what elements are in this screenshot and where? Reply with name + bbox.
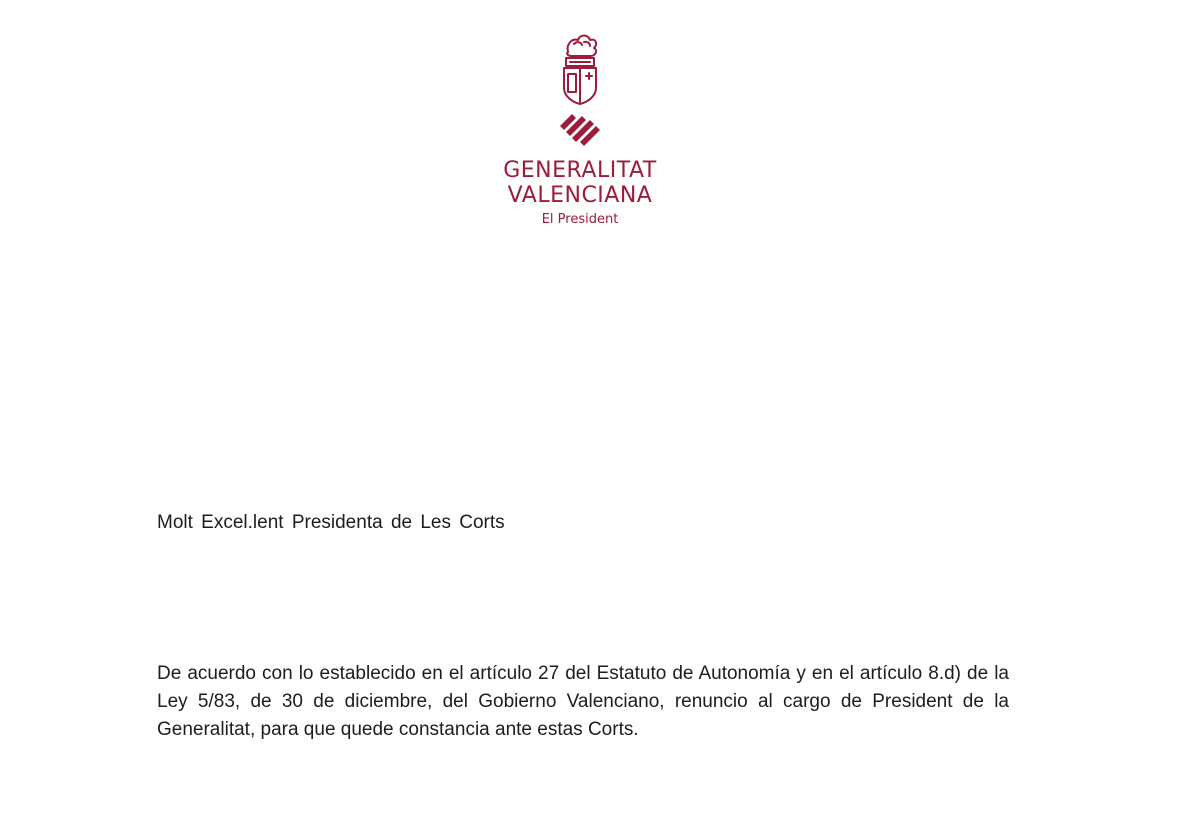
org-name-line-1: GENERALITAT: [503, 158, 657, 183]
org-subtitle: El President: [541, 212, 619, 227]
generalitat-coat-of-arms-icon: [550, 30, 610, 150]
org-name-line-2: VALENCIANA: [507, 183, 653, 208]
letterhead: [480, 30, 680, 230]
letter-body: De acuerdo con lo establecido en el artículo 27 del Estatuto de Autonomía y en el artículo 8.d) de la Ley 5/83, de 30 de diciembre, del Gobierno Valenciano, renuncio al cargo de President de la Generalitat, para que quede constancia ante estas Corts.: [157, 663, 1009, 740]
letter-salutation: Molt Excel.lent Presidenta de Les Corts: [157, 512, 505, 533]
